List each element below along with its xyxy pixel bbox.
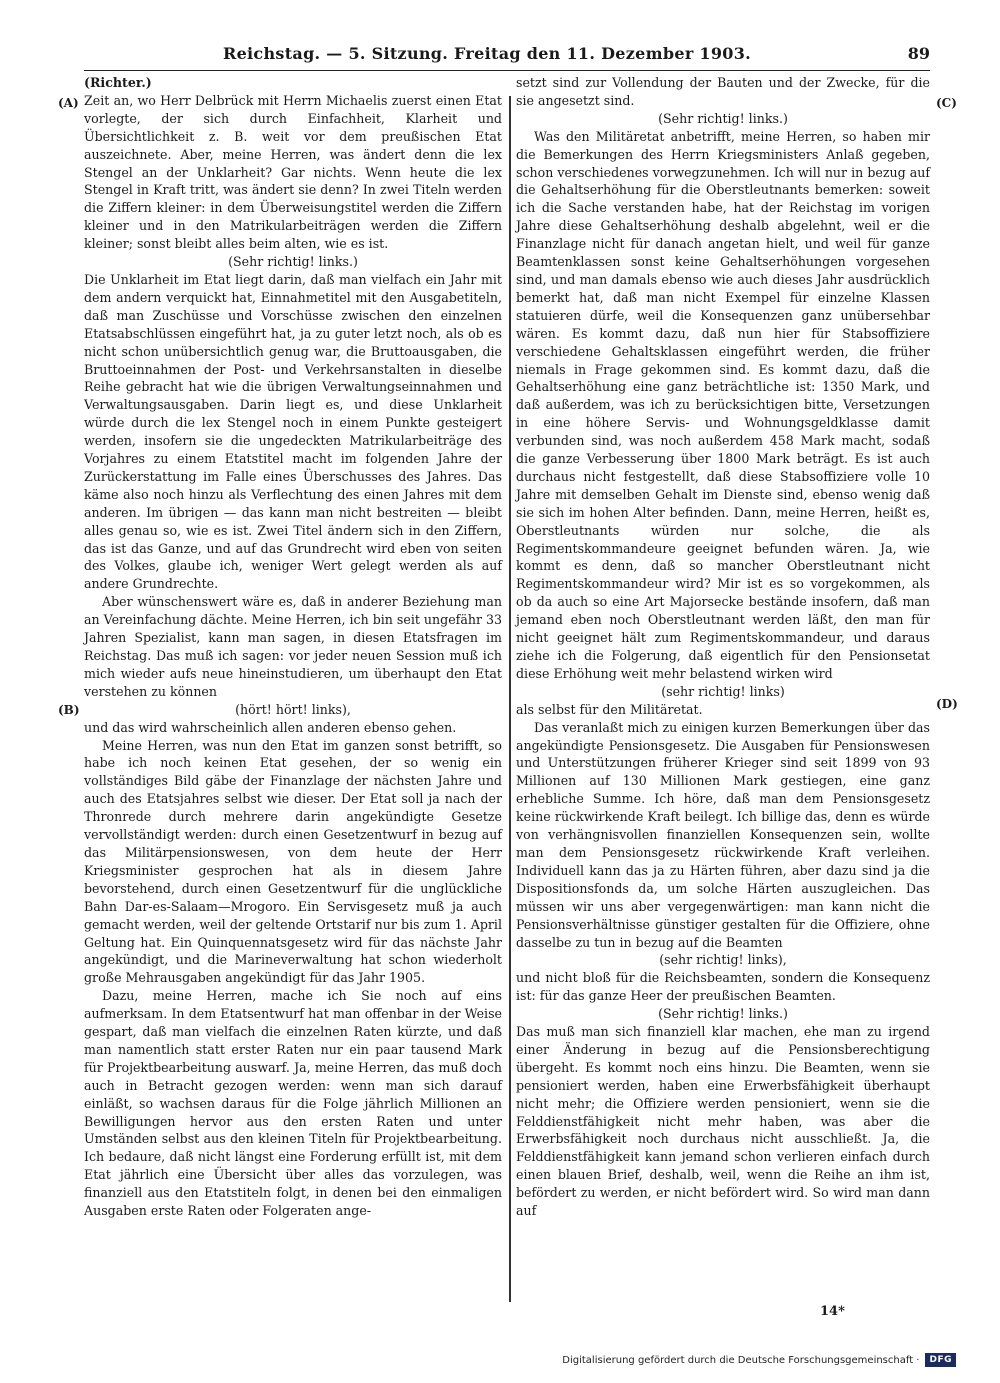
paragraph: setzt sind zur Vollendung der Bauten und der Zwecke, für die sie angesetzt sind. <box>516 75 930 108</box>
column-divider <box>509 96 511 1302</box>
running-header <box>84 44 930 71</box>
dfg-logo: DFG <box>925 1353 956 1367</box>
paragraph: Was den Militäretat anbetrifft, meine Herren, so haben mir die Bemerkungen des Herrn Kriegsministers Anlaß gegeben, schon verschiedenes vorwegzunehmen. Ich will nur in bezug auf die Gehaltserhöhung für die Oberstleutnants bemerken: soweit ich die Sache verstanden habe, hat der Reichstag im vorigen Jahre diese Gehaltserhöhung deshalb abgelehnt, weil er die Finanzlage nicht für danach angetan hielt, und weil für ganze Beamtenklassen sonst keine Gehaltserhöhungen vorgesehen sind, und man damals ebenso wie auch dieses Jahr ausdrücklich bemerkt hat, daß man nicht Exempel für einzelne Klassen statuieren dürfe, weil die Konsequenzen ganz unübersehbar wären. Es kommt dazu, daß nun hier für Stabsoffiziere verschiedene Gehaltsklassen eingeführt werden, die früher niemals in Frage gekommen sind. Es kommt dazu, daß die Gehaltserhöhung eine ganz beträchtliche ist: 1350 Mark, und daß außerdem, was ich zu berücksichtigen bitte, Versetzungen in eine höhere Servis- und Wohnungsgeldklasse damit verbunden sind, was noch außerdem 458 Mark macht, sodaß die ganze Verbesserung über 1800 Mark beträgt. Es ist auch durchaus nicht festgestellt, daß diese Stabsoffiziere volle 10 Jahre mit demselben Gehalt im Dienste sind, ebenso wenig daß sie sich im hohen Alter befinden. Dann, meine Herren, heißt es, Oberstleutnants würden nur solche, die als Regimentskommandeure geeignet befunden wären. Ja, wie kommt es denn, daß so mancher Oberstleutnant nicht Regimentskommandeur wird? Mir ist es so vorgekommen, als ob da auch so eine Art Majorsecke bestände insofern, daß man jemand eben noch Oberstleutnant werden läßt, den man für nicht geeignet hält zum Regimentskommandeur, und daraus ziehe ich die Folgerung, daß eigentlich für den Pensionsetat diese Erhöhung weit mehr belastend wirken wird <box>516 128 930 681</box>
interjection: (Sehr richtig! links.) <box>228 254 358 270</box>
speaker-label: (Richter.) <box>84 75 152 90</box>
paragraph: Das muß man sich finanziell klar machen, ehe man zu irgend einer Änderung in bezug auf die Pensionsberechtigung übergeht. Es kommt noch eins hinzu. Die Beamten, wenn sie pensioniert werden, haben eine Erwerbsfähigkeit überhaupt nicht mehr; die Offiziere werden pensioniert, wenn sie die Felddienstfähigkeit nicht mehr haben, was aber die Erwerbsfähigkeit noch durchaus nicht ausschließt. Ja, die Felddienstfähigkeit kann jemand schon verlieren einfach durch einen blauen Brief, deshalb, weil, wenn die Reihe an ihm ist, befördert zu werden, er nicht befördert wird. So wird man dann auf <box>516 1024 930 1219</box>
paragraph: Zeit an, wo Herr Delbrück mit Herrn Michaelis zuerst einen Etat vorlegte, der sich durch Einfachheit, Klarheit und Übersichtlichkeit z. B. weit vor dem preußischen Etat auszeichnete. Aber, meine Herren, was ändert denn die lex Stengel an der Unklarheit? Gar nichts. Wenn heute die lex Stengel in Kraft tritt, was ändert sie denn? In zwei Titeln werden die Ziffern kleiner: in dem Überweisungstitel werden die Ziffern kleiner und in den Matrikularbeiträgen werden die Ziffern kleiner; sonst bleibt alles beim alten, wie es ist. <box>84 92 502 252</box>
paragraph: Die Unklarheit im Etat liegt darin, daß man vielfach ein Jahr mit dem andern verquickt hat, Einnahmetitel mit den Ausgabetiteln, daß man Zuschüsse und Vorschüsse zwischen den einzelnen Etatsabschlüssen eingeführt hat, ja zu guter letzt noch, als ob es nicht schon unübersichtlich genug war, die Bruttoausgaben, die Bruttoeinnahmen der Post- und Verkehrsanstalten in dieselbe Reihe gebracht hat wie die übrigen Verwaltungseinnahmen und Verwaltungsausgaben. Darin liegt es, und diese Unklarheit würde durch die lex Stengel noch in einem Punkte gesteigert werden, insofern sie die ungedeckten Matrikularbeiträge des Vorjahres zu einem Etatstitel macht im folgenden Jahre der Zurückerstattung im Falle eines Überschusses des Jahres. Das käme also noch hinzu als Verflechtung des einen Jahres mit dem anderen. Im übrigen — das kann man nicht bestreiten — bleibt alles genau so, wie es ist. Zwei Titel ändern sich in den Ziffern, das ist das Ganze, und auf das Grundrecht wird eben von seiten des Volkes, glaube ich, weniger Wert gelegt werden als auf andere Grundrechte. <box>84 271 502 592</box>
paragraph: Aber wünschenswert wäre es, daß in anderer Beziehung man an Vereinfachung dächte. Meine Herren, ich bin seit ungefähr 33 Jahren Spezialist, kann man sagen, in diesen Etatsfragen im Reichstag. Das muß ich sagen: vor jeder neuen Session muß ich mich wieder aufs neue hineinstudieren, um überhaupt den Etat verstehen zu können <box>84 594 502 699</box>
interjection: (hört! hört! links), <box>235 701 351 717</box>
interjection: (sehr richtig! links), <box>659 952 787 968</box>
paragraph: Das veranlaßt mich zu einigen kurzen Bemerkungen über das angekündigte Pensionsgesetz. Die Ausgaben für Pensionswesen und Unterstützungen früherer Krieger sind seit 1899 von 93 Millionen auf 130 Millionen Mark gestiegen, eine ganz erhebliche Summe. Ich höre, daß man dem Pensionsgesetz keine rückwirkende Kraft beilegt. Ich billige das, denn es würde von verhängnisvollen finanziellen Konsequenzen sein, wollte man dem Pensionsgesetz rückwirkende Kraft verleihen. Individuell kann das ja zu Härten führen, aber dazu sind ja die Dispositionsfonds da, um solche Härten auszugleichen. Das müssen wir uns aber vergegenwärtigen: man kann nicht die Pensionsverhältnisse günstiger gestalten für die Offiziere, ohne dasselbe zu tun in bezug auf die Beamten <box>516 719 930 950</box>
left-column <box>84 74 502 1220</box>
page-number: 89 <box>907 44 930 63</box>
paragraph: Dazu, meine Herren, mache ich Sie noch auf eins aufmerksam. In dem Etatsentwurf hat man offenbar in der Weise gespart, daß man vielfach die einzelnen Raten kürzte, und daß man namentlich statt erster Raten nur ein paar tausend Mark für Projektbearbeitung auswarf. Ja, meine Herren, das muß doch auch in Betracht gezogen werden: wenn man sich darauf einläßt, so wachsen daraus für die Folge jährlich Millionen an Bewilligungen hervor aus den ersten Raten und unter Umständen selbst aus den kleinen Titeln für Projektbearbeitung. Ich bedaure, daß nicht längst eine Forderung erfüllt ist, mit dem Etat jährlich eine Übersicht über alles das vorzulegen, was finanziell aus den Etatstiteln folgt, in denen bei den einmaligen Ausgaben erste Raten oder Folgeraten ange- <box>84 988 502 1219</box>
interjection: (Sehr richtig! links.) <box>658 1006 788 1022</box>
footer-text: Digitalisierung gefördert durch die Deutsche Forschungsgemeinschaft · <box>562 1354 920 1366</box>
interjection: (Sehr richtig! links.) <box>658 110 788 126</box>
right-column <box>516 74 930 1220</box>
margin-marker-a: (A) <box>58 96 79 110</box>
paragraph: Meine Herren, was nun den Etat im ganzen sonst betrifft, so habe ich noch keinen Etat gesehen, der so wenig ein vollständiges Bild gäbe der Finanzlage der nächsten Jahre und auch des Etatsjahres selbst wie dieser. Der Etat soll ja nach der Thronrede durch mehrere darin angekündigte Gesetze vervollständigt werden: durch einen Gesetzentwurf in bezug auf das Militärpensionswesen, von dem heute der Herr Kriegsminister gesprochen hat als in diesem Jahre bevorstehend, durch einen Gesetzentwurf für die unglückliche Bahn Dar-es-Salaam—Mrogoro. Ein Servisgesetz muß ja auch gemacht werden, weil der geltende Ortstarif nur bis zum 1. April Geltung hat. Ein Quinquennatsgesetz wird für das nächste Jahr angekündigt, und die Marineverwaltung hat schon wiederholt große Mehrausgaben angekündigt für das Jahr 1905. <box>84 737 502 986</box>
paragraph: und nicht bloß für die Reichsbeamten, sondern die Konsequenz ist: für das ganze Heer der preußischen Beamten. <box>516 970 930 1004</box>
paragraph: als selbst für den Militäretat. <box>516 701 703 717</box>
margin-marker-b: (B) <box>58 703 80 717</box>
interjection: (sehr richtig! links) <box>661 683 785 699</box>
margin-marker-c: (C) <box>936 96 957 110</box>
footer-credit <box>562 1353 956 1367</box>
paragraph: und das wird wahrscheinlich allen anderen ebenso gehen. <box>84 719 457 735</box>
signature-mark: 14* <box>820 1304 845 1319</box>
margin-marker-d: (D) <box>936 697 958 711</box>
header-title: Reichstag. — 5. Sitzung. Freitag den 11. Dezember 1903. <box>222 44 752 63</box>
